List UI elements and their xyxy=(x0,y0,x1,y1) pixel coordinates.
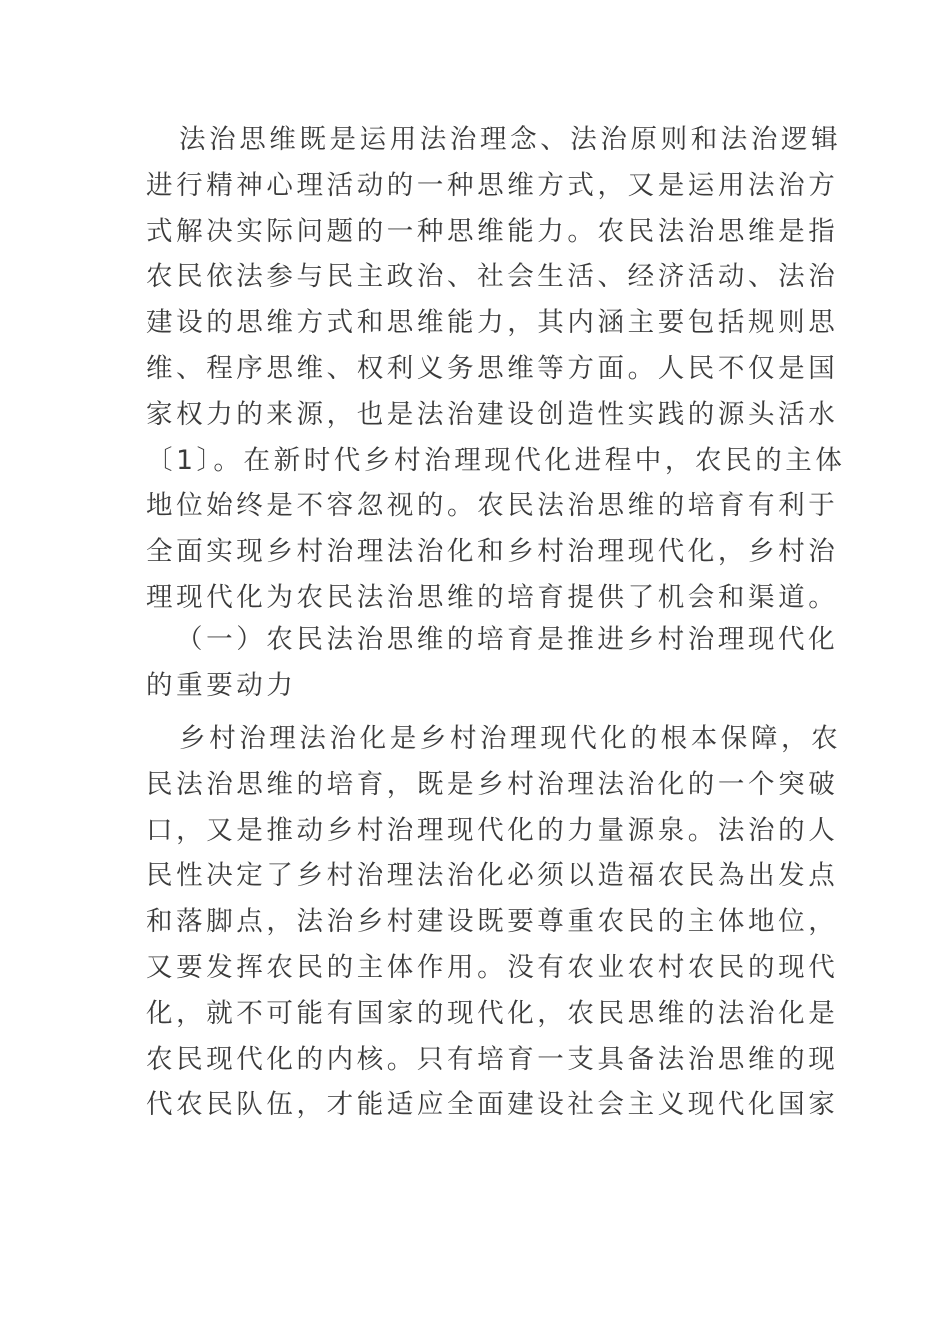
paragraph-line: 代农民队伍，才能适应全面建设社会主义现代化国家 xyxy=(146,1089,839,1121)
paragraph-line: 法治思维既是运用法治理念、法治原则和法治逻辑 xyxy=(179,124,842,155)
paragraph-line: 式解决实际问题的一种思维能力。农民法治思维是指 xyxy=(146,215,839,247)
paragraph-line: 家权力的来源，也是法治建设创造性实践的源头活水 xyxy=(146,398,839,430)
paragraph-line: 建设的思维方式和思维能力，其内涵主要包括规则思 xyxy=(146,307,839,339)
paragraph-line: 理现代化为农民法治思维的培育提供了机会和渠道。 xyxy=(146,581,839,613)
paragraph-line: 全面实现乡村治理法治化和乡村治理现代化，乡村治 xyxy=(146,536,839,568)
heading-line: （一）农民法治思维的培育是推进乡村治理现代化 xyxy=(176,624,839,655)
paragraph-line: 地位始终是不容忽视的。农民法治思维的培育有利于 xyxy=(146,490,839,522)
paragraph-line: 农民现代化的内核。只有培育一支具备法治思维的现 xyxy=(146,1043,839,1075)
paragraph-line: 民法治思维的培育，既是乡村治理法治化的一个突破 xyxy=(146,768,839,800)
paragraph-line: 化，就不可能有国家的现代化，农民思维的法治化是 xyxy=(146,997,839,1029)
paragraph-line: 口，又是推动乡村治理现代化的力量源泉。法治的人 xyxy=(146,814,839,846)
paragraph-line: 进行精神心理活动的一种思维方式，又是运用法治方 xyxy=(146,169,839,201)
paragraph-legal-thinking-definition xyxy=(146,117,846,621)
paragraph-line: 和落脚点，法治乡村建设既要尊重农民的主体地位， xyxy=(146,906,839,938)
section-heading xyxy=(146,617,839,709)
paragraph-line: 〔1〕。在新时代乡村治理现代化进程中，农民的主体 xyxy=(146,444,846,476)
paragraph-line: 乡村治理法治化是乡村治理现代化的根本保障，农 xyxy=(179,723,842,754)
paragraph-line: 维、程序思维、权利义务思维等方面。人民不仅是国 xyxy=(146,352,839,384)
paragraph-line: 民性决定了乡村治理法治化必须以造福农民為出发点 xyxy=(146,860,839,892)
paragraph-rural-governance xyxy=(146,716,842,1128)
paragraph-line: 又要发挥农民的主体作用。没有农业农村农民的现代 xyxy=(146,951,839,983)
heading-line: 的重要动力 xyxy=(146,669,297,701)
paragraph-line: 农民依法参与民主政治、社会生活、经济活动、法治 xyxy=(146,261,839,293)
